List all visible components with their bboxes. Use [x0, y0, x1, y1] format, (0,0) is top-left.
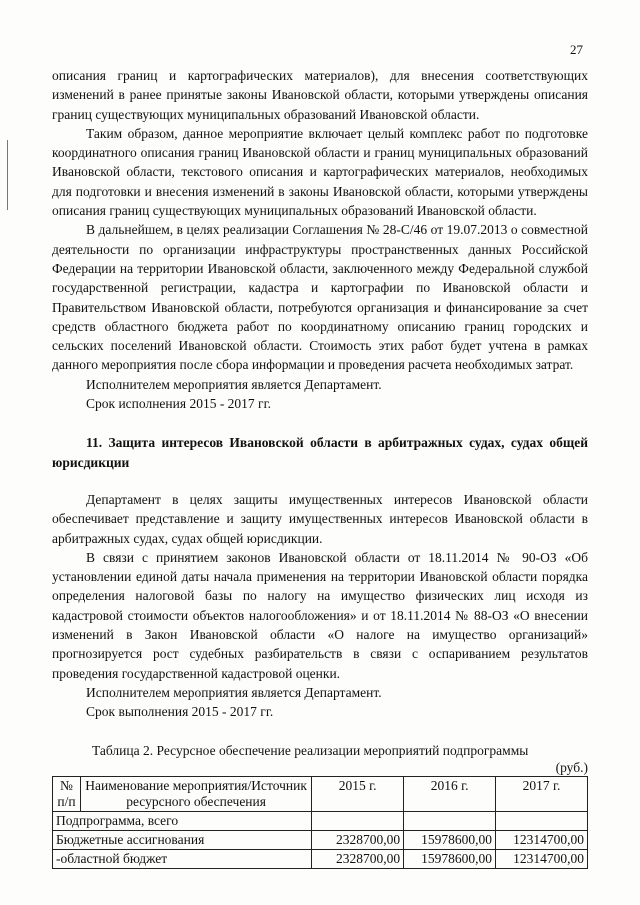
- paragraph-agreement: В дальнейшем, в целях реализации Соглашения № 28-С/46 от 19.07.2013 о совместной деятельности по организации инфраструктуры пространственных данных Российской Федерации на территории Ивановской области, заключенного между Федеральной службой государственной регистрации, кадастра и картографии по Ивановской области и Правительством Ивановской области, потребуются организация и финансирование за счет средств областного бюджета работ по координатному описанию границ городских и сельских поселений Ивановской области. Стоимость этих работ будет учтена в рамках данного мероприятия после сбора информации и проведения расчета необходимых затрат.: [52, 222, 588, 373]
- row-2016: 15978600,00: [404, 830, 496, 849]
- row-2017: [496, 811, 588, 830]
- row-2016: [404, 811, 496, 830]
- row-2017: 12314700,00: [496, 830, 588, 849]
- header-name: Наименование мероприятия/Источник ресурсного обеспечения: [80, 776, 311, 811]
- paragraph-deadline: Срок исполнения 2015 - 2017 гг.: [86, 396, 271, 412]
- paragraph-laws: В связи с принятием законов Ивановской области от 18.11.2014 № 90-ОЗ «Об установлении единой даты начала применения на территории Ивановской области порядка определения налоговой базы по налогу на имущество физических лиц исходя из кадастровой стоимости объектов налогообложения» и от 18.11.2014 № 88-ОЗ «О внесении изменений в Закон Ивановской области «О налоге на имущество организаций» прогнозируется рост судебных разбирательств в связи с оспариванием результатов проведения государственной кадастровой оценки.: [52, 549, 588, 681]
- header-2015: 2015 г.: [312, 776, 404, 811]
- page-number: 27: [570, 42, 583, 57]
- paragraph-department: Департамент в целях защиты имущественных интересов Ивановской области обеспечивает представление и защиту имущественных интересов Ивановской области в арбитражных судах, судах общей юрисдикции.: [52, 491, 588, 546]
- header-2016: 2016 г.: [404, 776, 496, 811]
- table-caption: Таблица 2. Ресурсное обеспечение реализации мероприятий подпрограммы: [92, 742, 529, 758]
- paragraph-scope: Таким образом, данное мероприятие включает целый комплекс работ по подготовке координатного описания границ Ивановской области и границ муниципальных образований Ивановской области, текстового описания и картографических материалов, необходимых для подготовки и внесения изменений в законы Ивановской области, которыми утверждены описания границ существующих муниципальных образований Ивановской области.: [52, 125, 588, 219]
- row-2017: 12314700,00: [496, 849, 588, 868]
- header-num: № п/п: [53, 776, 81, 811]
- table-row: [53, 849, 588, 868]
- table-row: [53, 830, 588, 849]
- paragraph-executor: Исполнителем мероприятия является Департамент.: [86, 376, 382, 392]
- paragraph-executor-2: Исполнителем мероприятия является Департамент.: [86, 684, 382, 700]
- table-header-row: [53, 776, 588, 811]
- page-content: [52, 66, 588, 869]
- table-unit: (руб.): [555, 759, 588, 775]
- section-heading: 11. Защита интересов Ивановской области в арбитражных судах, судах общей юрисдикции: [52, 435, 588, 470]
- row-2015: 2328700,00: [312, 830, 404, 849]
- resource-table: [52, 776, 588, 869]
- header-2017: 2017 г.: [496, 776, 588, 811]
- row-label: -областной бюджет: [53, 849, 312, 868]
- row-2015: 2328700,00: [312, 849, 404, 868]
- row-label: Бюджетные ассигнования: [53, 830, 312, 849]
- row-2016: 15978600,00: [404, 849, 496, 868]
- paragraph-continuation: описания границ и картографических материалов), для внесения соответствующих изменений в ранее принятые законы Ивановской области, которыми утверждены описания границ существующих муниципальных образований Ивановской области.: [52, 68, 588, 122]
- paragraph-deadline-2: Срок выполнения 2015 - 2017 гг.: [86, 704, 274, 720]
- row-2015: [312, 811, 404, 830]
- row-label: Подпрограмма, всего: [53, 811, 312, 830]
- table-row: [53, 811, 588, 830]
- margin-mark: [7, 140, 8, 210]
